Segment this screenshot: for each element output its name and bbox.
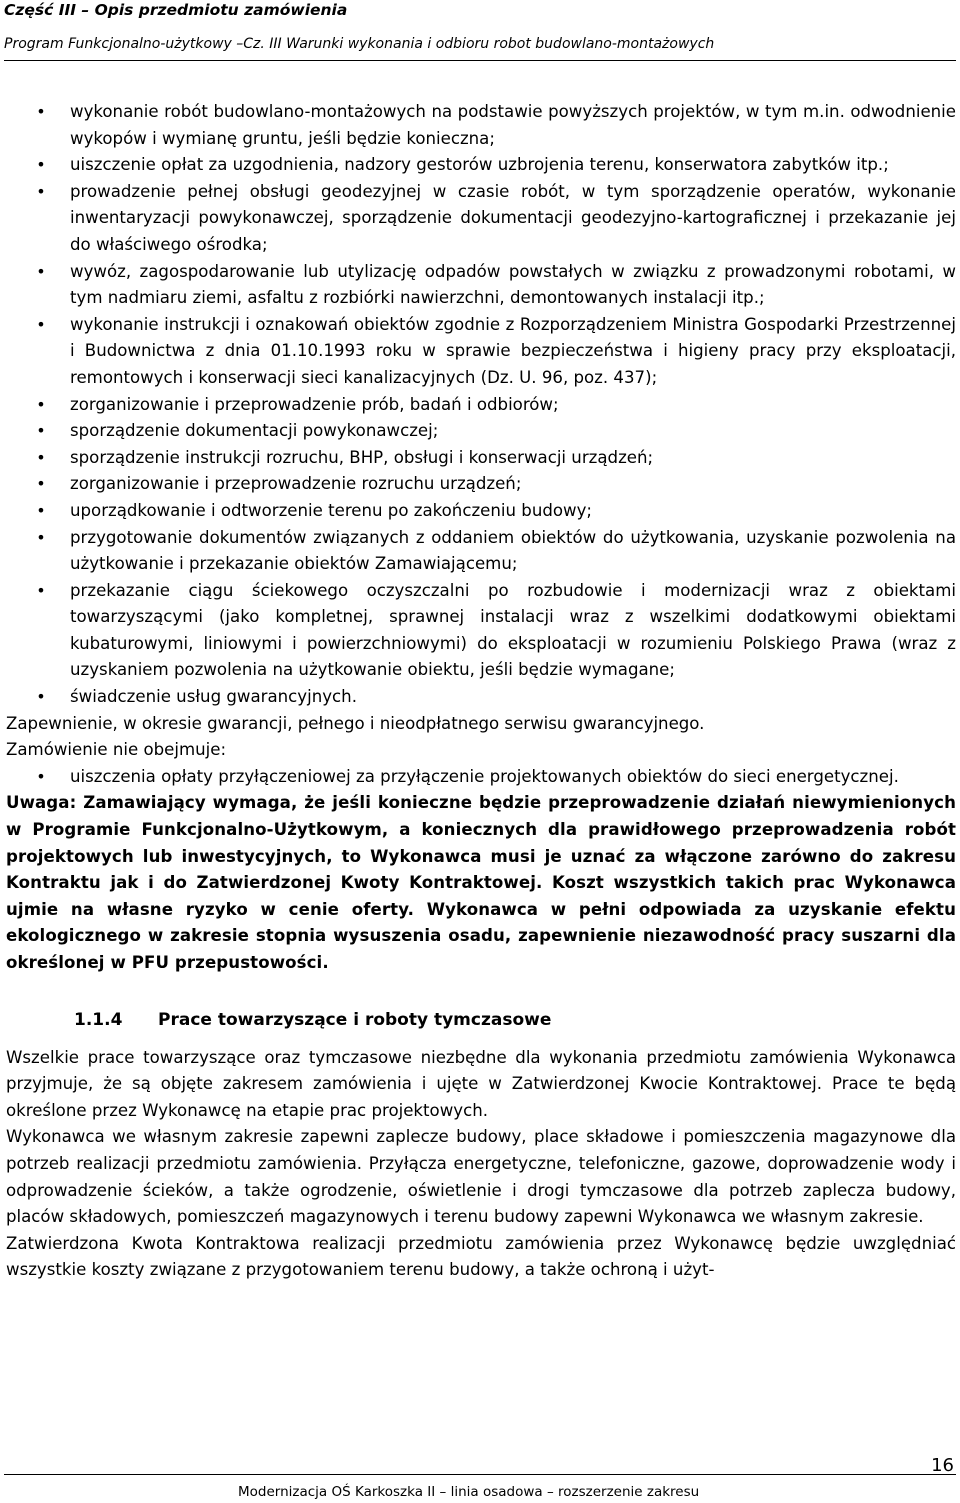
bullet-icon: • bbox=[36, 181, 46, 201]
bullet-icon: • bbox=[36, 394, 46, 414]
list-item bbox=[6, 152, 956, 179]
bullet-icon: • bbox=[36, 102, 46, 121]
bullet-icon: • bbox=[36, 447, 46, 467]
footer-text: Modernizacja OŚ Karkoszka II – linia osadowa – rozszerzenie zakresu bbox=[238, 1484, 700, 1500]
page-number: 16 bbox=[931, 1455, 954, 1476]
bullet-icon: • bbox=[36, 500, 46, 520]
exclusions-intro: Zamówienie nie obejmuje: bbox=[6, 740, 227, 760]
list-item bbox=[6, 259, 956, 312]
document-body bbox=[6, 99, 956, 1284]
scope-list bbox=[6, 99, 956, 711]
document-title: Część III – Opis przedmiotu zamówienia bbox=[4, 1, 348, 19]
bullet-icon: • bbox=[36, 314, 46, 334]
list-item bbox=[6, 525, 956, 578]
section-paragraph: Wykonawca we własnym zakresie zapewni zaplecze budowy, place składowe i pomieszczenia magazynowe dla potrzeb realizacji przedmiotu zamówienia. Przyłącza energetyczne, telefoniczne, gazowe, doprowadzenie wody i odprowadzenie ścieków, a także ogrodzenie, oświetlenie i drogi tymczasowe dla potrzeb zaplecza budowy, placów składowych, pomieszczeń magazynowych i terenu budowy zapewni Wykonawca we własnym zakresie. bbox=[6, 1127, 956, 1227]
bullet-icon: • bbox=[36, 474, 46, 494]
list-item bbox=[6, 498, 956, 525]
list-item-text: sporządzenie instrukcji rozruchu, BHP, obsługi i konserwacji urządzeń; bbox=[70, 447, 654, 467]
section-number: 1.1.4 bbox=[74, 1009, 123, 1030]
list-item-text: zorganizowanie i przeprowadzenie prób, badań i odbiorów; bbox=[70, 394, 559, 414]
section-paragraph: Zatwierdzona Kwota Kontraktowa realizacji przedmiotu zamówienia przez Wykonawcę będzie uwzględniać wszystkie koszty związane z przygotowaniem terenu budowy, a także ochroną i użyt- bbox=[6, 1233, 956, 1280]
bullet-icon: • bbox=[36, 687, 46, 707]
list-item bbox=[6, 392, 956, 419]
bullet-icon: • bbox=[36, 527, 46, 547]
header-divider bbox=[4, 60, 956, 61]
bullet-icon: • bbox=[36, 261, 46, 281]
list-item-text: uiszczenie opłat za uzgodnienia, nadzory gestorów uzbrojenia terenu, konserwatora zabytków itp.; bbox=[70, 155, 889, 175]
warranty-paragraph: Zapewnienie, w okresie gwarancji, pełnego i nieodpłatnego serwisu gwarancyjnego. bbox=[6, 713, 705, 733]
list-item-text: uporządkowanie i odtworzenie terenu po zakończeniu budowy; bbox=[70, 500, 593, 520]
list-item-text: sporządzenie dokumentacji powykonawczej; bbox=[70, 421, 439, 441]
list-item-text: zorganizowanie i przeprowadzenie rozruchu urządzeń; bbox=[70, 474, 522, 494]
list-item bbox=[6, 764, 956, 791]
section-title: Prace towarzyszące i roboty tymczasowe bbox=[158, 1009, 552, 1030]
section-paragraph: Wszelkie prace towarzyszące oraz tymczasowe niezbędne dla wykonania przedmiotu zamówienia Wykonawca przyjmuje, że są objęte zakresem zamówienia i ujęte w Zatwierdzonej Kwocie Kontraktowej. Prace te będą określone przez Wykonawcę na etapie prac projektowych. bbox=[6, 1047, 956, 1120]
bullet-icon: • bbox=[36, 421, 46, 441]
section-heading bbox=[74, 1007, 956, 1033]
list-item bbox=[6, 418, 956, 445]
list-item bbox=[6, 179, 956, 259]
list-item-text: wywóz, zagospodarowanie lub utylizację odpadów powstałych w związku z prowadzonymi robotami, w tym nadmiaru ziemi, asfaltu z rozbiórki nawierzchni, demontowanych instalacji itp.; bbox=[70, 261, 956, 308]
exclusions-list bbox=[6, 764, 956, 791]
list-item-text: przekazanie ciągu ściekowego oczyszczalni po rozbudowie i modernizacji wraz z obiektami towarzyszącymi (jako kompletnej, sprawnej instalacji wraz z wszelkimi dodatkowymi obiektami kubaturowymi, liniowymi i powierzchniowymi) do eksploatacji w rozumieniu Polskiego Prawa (wraz z uzyskaniem pozwolenia na użytkowanie obiektu, jeśli będzie wymagane; bbox=[70, 580, 956, 680]
list-item-text: przygotowanie dokumentów związanych z oddaniem obiektów do użytkowania, uzyskanie pozwolenia na użytkowanie i przekazanie obiektów Zamawiającemu; bbox=[70, 527, 956, 574]
bullet-icon: • bbox=[36, 580, 46, 600]
document-subtitle: Program Funkcjonalno-użytkowy –Cz. III Warunki wykonania i odbioru robot budowlano-montażowych bbox=[4, 36, 715, 52]
page-header bbox=[4, 0, 956, 54]
list-item-text: prowadzenie pełnej obsługi geodezyjnej w czasie robót, w tym sporządzenie operatów, wykonanie inwentaryzacji powykonawczej, sporządzenie dokumentacji geodezyjno-kartograficznej i przekazanie jej do właściwego ośrodka; bbox=[70, 181, 956, 254]
list-item bbox=[6, 471, 956, 498]
list-item-text: wykonanie instrukcji i oznakowań obiektów zgodnie z Rozporządzeniem Ministra Gospodarki Przestrzennej i Budownictwa z dnia 01.10.1993 roku w sprawie bezpieczeństwa i higieny pracy przy eksploatacji, remontowych i konserwacji sieci kanalizacyjnych (Dz. U. 96, poz. 437); bbox=[70, 314, 956, 387]
footer-divider bbox=[4, 1474, 956, 1475]
list-item bbox=[6, 99, 956, 152]
list-item-text: świadczenie usług gwarancyjnych. bbox=[70, 687, 357, 707]
bullet-icon: • bbox=[36, 155, 46, 175]
note-paragraph: Uwaga: Zamawiający wymaga, że jeśli konieczne będzie przeprowadzenie działań niewymienionych w Programie Funkcjonalno-Użytkowym, a koniecznych dla prawidłowego przeprowadzenia robót projektowych lub inwestycyjnych, to Wykonawca musi je uznać za włączone zarówno do zakresu Kontraktu jak i do Zatwierdzonej Kwoty Kontraktowej. Koszt wszystkich takich prac Wykonawca ujmie na własne ryzyko w cenie oferty. Wykonawca w pełni odpowiada za uzyskanie efektu ekologicznego w zakresie stopnia wysuszenia osadu, zapewnienie niezawodność pracy suszarni dla określonej w PFU przepustowości. bbox=[6, 793, 956, 972]
list-item bbox=[6, 312, 956, 392]
list-item bbox=[6, 578, 956, 684]
list-item bbox=[6, 684, 956, 711]
list-item-text: uiszczenia opłaty przyłączeniowej za przyłączenie projektowanych obiektów do sieci energetycznej. bbox=[70, 766, 899, 786]
list-item-text: wykonanie robót budowlano-montażowych na podstawie powyższych projektów, w tym m.in. odwodnienie wykopów i wymianę gruntu, jeśli będzie konieczna; bbox=[70, 102, 956, 148]
list-item bbox=[6, 445, 956, 472]
bullet-icon: • bbox=[36, 766, 46, 786]
